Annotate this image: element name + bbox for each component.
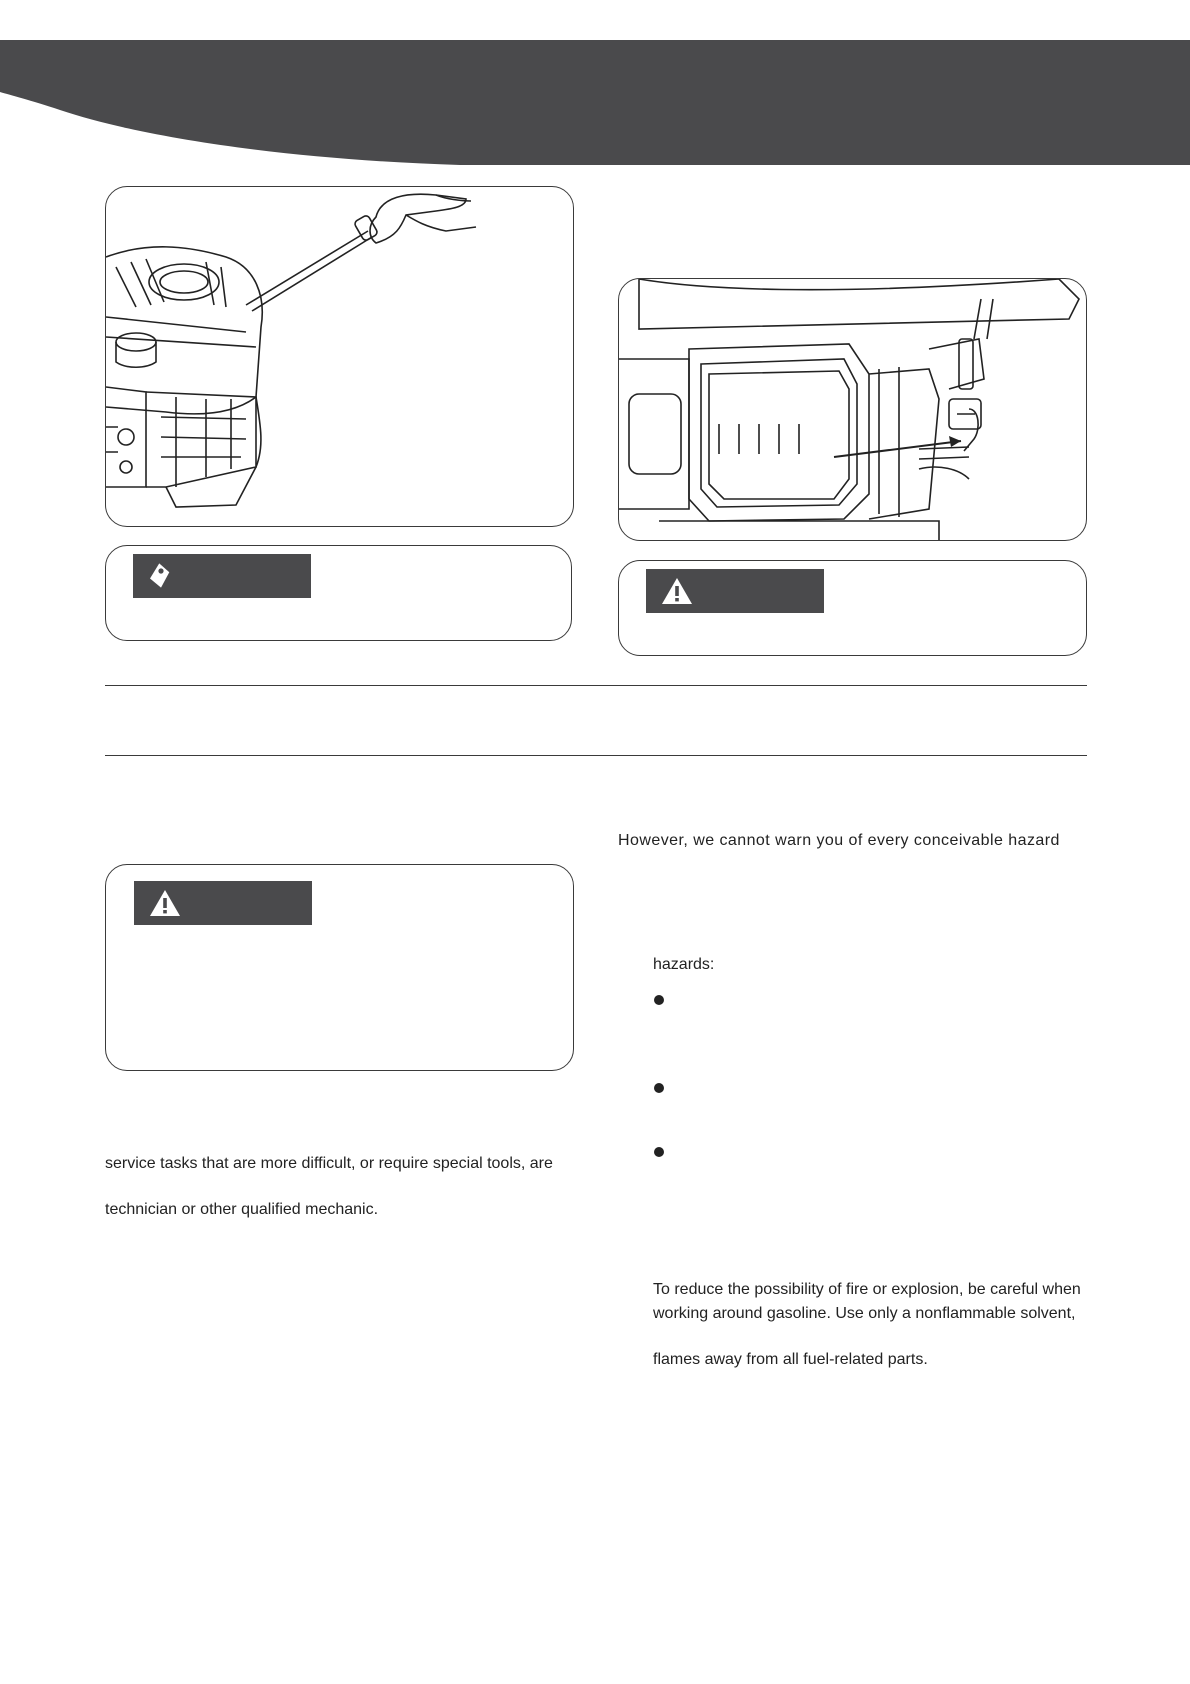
figure-dipstick-panel [105, 186, 574, 527]
fire-para-line-1: To reduce the possibility of fire or explosion, be careful when [653, 1281, 1081, 1298]
hazards-label: hazards: [653, 956, 715, 973]
service-para-line-2: technician or other qualified mechanic. [105, 1201, 379, 1218]
note-label-bar [133, 554, 311, 598]
figure-air-filter-panel [618, 278, 1087, 541]
section-rule-top [105, 685, 1087, 686]
warning-triangle-icon [148, 888, 182, 918]
warning-label-bar [134, 881, 312, 925]
warning-label-bar [646, 569, 824, 613]
note-box [105, 545, 572, 641]
warning-box-right [618, 560, 1087, 656]
hazard-bullet-3 [654, 1147, 664, 1157]
tag-icon [147, 561, 173, 591]
hazard-intro-line: However, we cannot warn you of every conceivable hazard [618, 832, 1060, 849]
engine-dipstick-illustration [106, 187, 574, 527]
warning-box-left [105, 864, 574, 1071]
engine-air-filter-illustration [619, 279, 1087, 541]
hazard-bullet-1 [654, 995, 664, 1005]
header-band [0, 40, 1190, 165]
fire-para-line-2: working around gasoline. Use only a nonflammable solvent, [653, 1305, 1076, 1322]
section-rule-bottom [105, 755, 1087, 756]
hazard-bullet-2 [654, 1083, 664, 1093]
service-para-line-1: service tasks that are more difficult, or require special tools, are [105, 1155, 553, 1172]
warning-triangle-icon [660, 576, 694, 606]
fire-para-line-3: flames away from all fuel-related parts. [653, 1351, 928, 1368]
